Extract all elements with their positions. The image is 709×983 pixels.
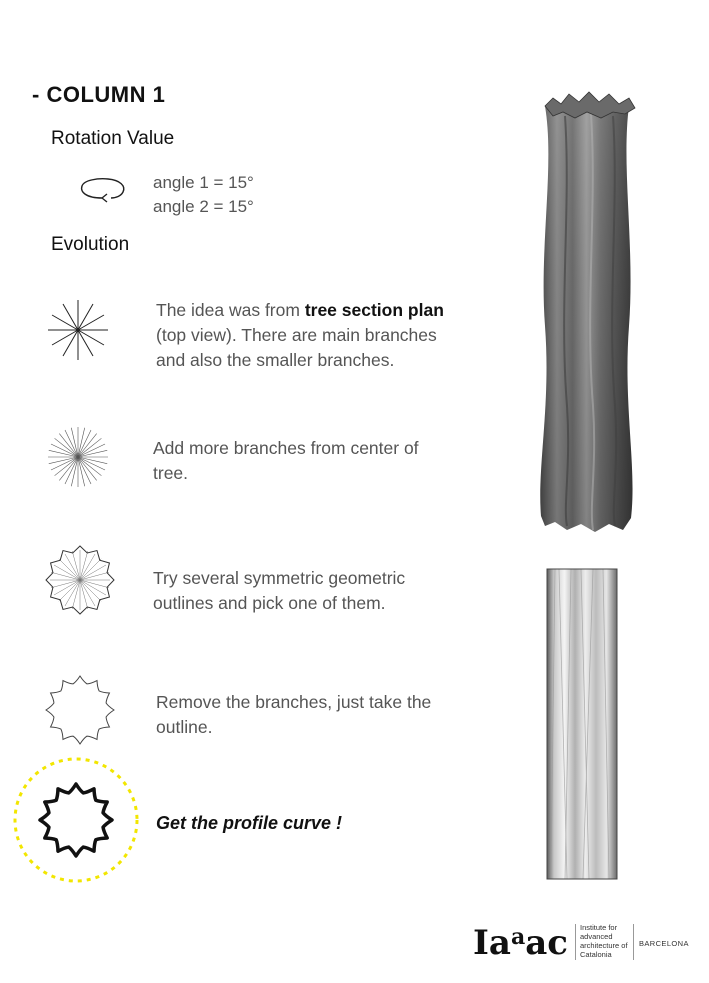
step-1-post: (top view). There are main branches and also the smaller branches. [156, 325, 437, 370]
step-1-text [156, 298, 446, 373]
logo-mark-main: Ia [473, 923, 511, 963]
angle-2-label: angle 2 = 15° [153, 197, 254, 216]
iaac-logo [473, 920, 568, 963]
column-render-image [525, 86, 645, 546]
branches-24-icon [47, 426, 109, 488]
star-outline-icon [44, 674, 116, 746]
profile-curve-icon [12, 756, 140, 884]
step-2-text: Add more branches from center of tree. [153, 438, 419, 483]
rotation-heading: Rotation Value [51, 128, 175, 149]
logo-mark-end: ac [525, 923, 568, 963]
logo-city-text: BARCELONA [639, 939, 689, 948]
step-1-bold: tree section plan [304, 300, 444, 320]
step-1-pre: The idea was from [156, 300, 305, 320]
page-title: - COLUMN 1 [32, 82, 166, 107]
step-4-text: Remove the branches, just take the outline. [156, 692, 432, 737]
logo-mark-sup: a [510, 924, 526, 950]
evolution-heading: Evolution [51, 234, 130, 255]
rotation-arrow-icon [78, 176, 128, 206]
logo-divider [575, 924, 576, 960]
final-step-text: Get the profile curve ! [156, 813, 343, 833]
branches-12-icon [47, 299, 109, 361]
step-3-text: Try several symmetric geometric outlines and pick one of them. [153, 568, 406, 613]
star-outline-branches-icon [44, 544, 116, 616]
angle-values [153, 171, 254, 219]
logo-institute-text: Institute for advanced architecture of Catalonia [580, 923, 628, 959]
column-photo-image [547, 569, 617, 879]
logo-divider [633, 924, 634, 960]
angle-1-label: angle 1 = 15° [153, 173, 254, 192]
